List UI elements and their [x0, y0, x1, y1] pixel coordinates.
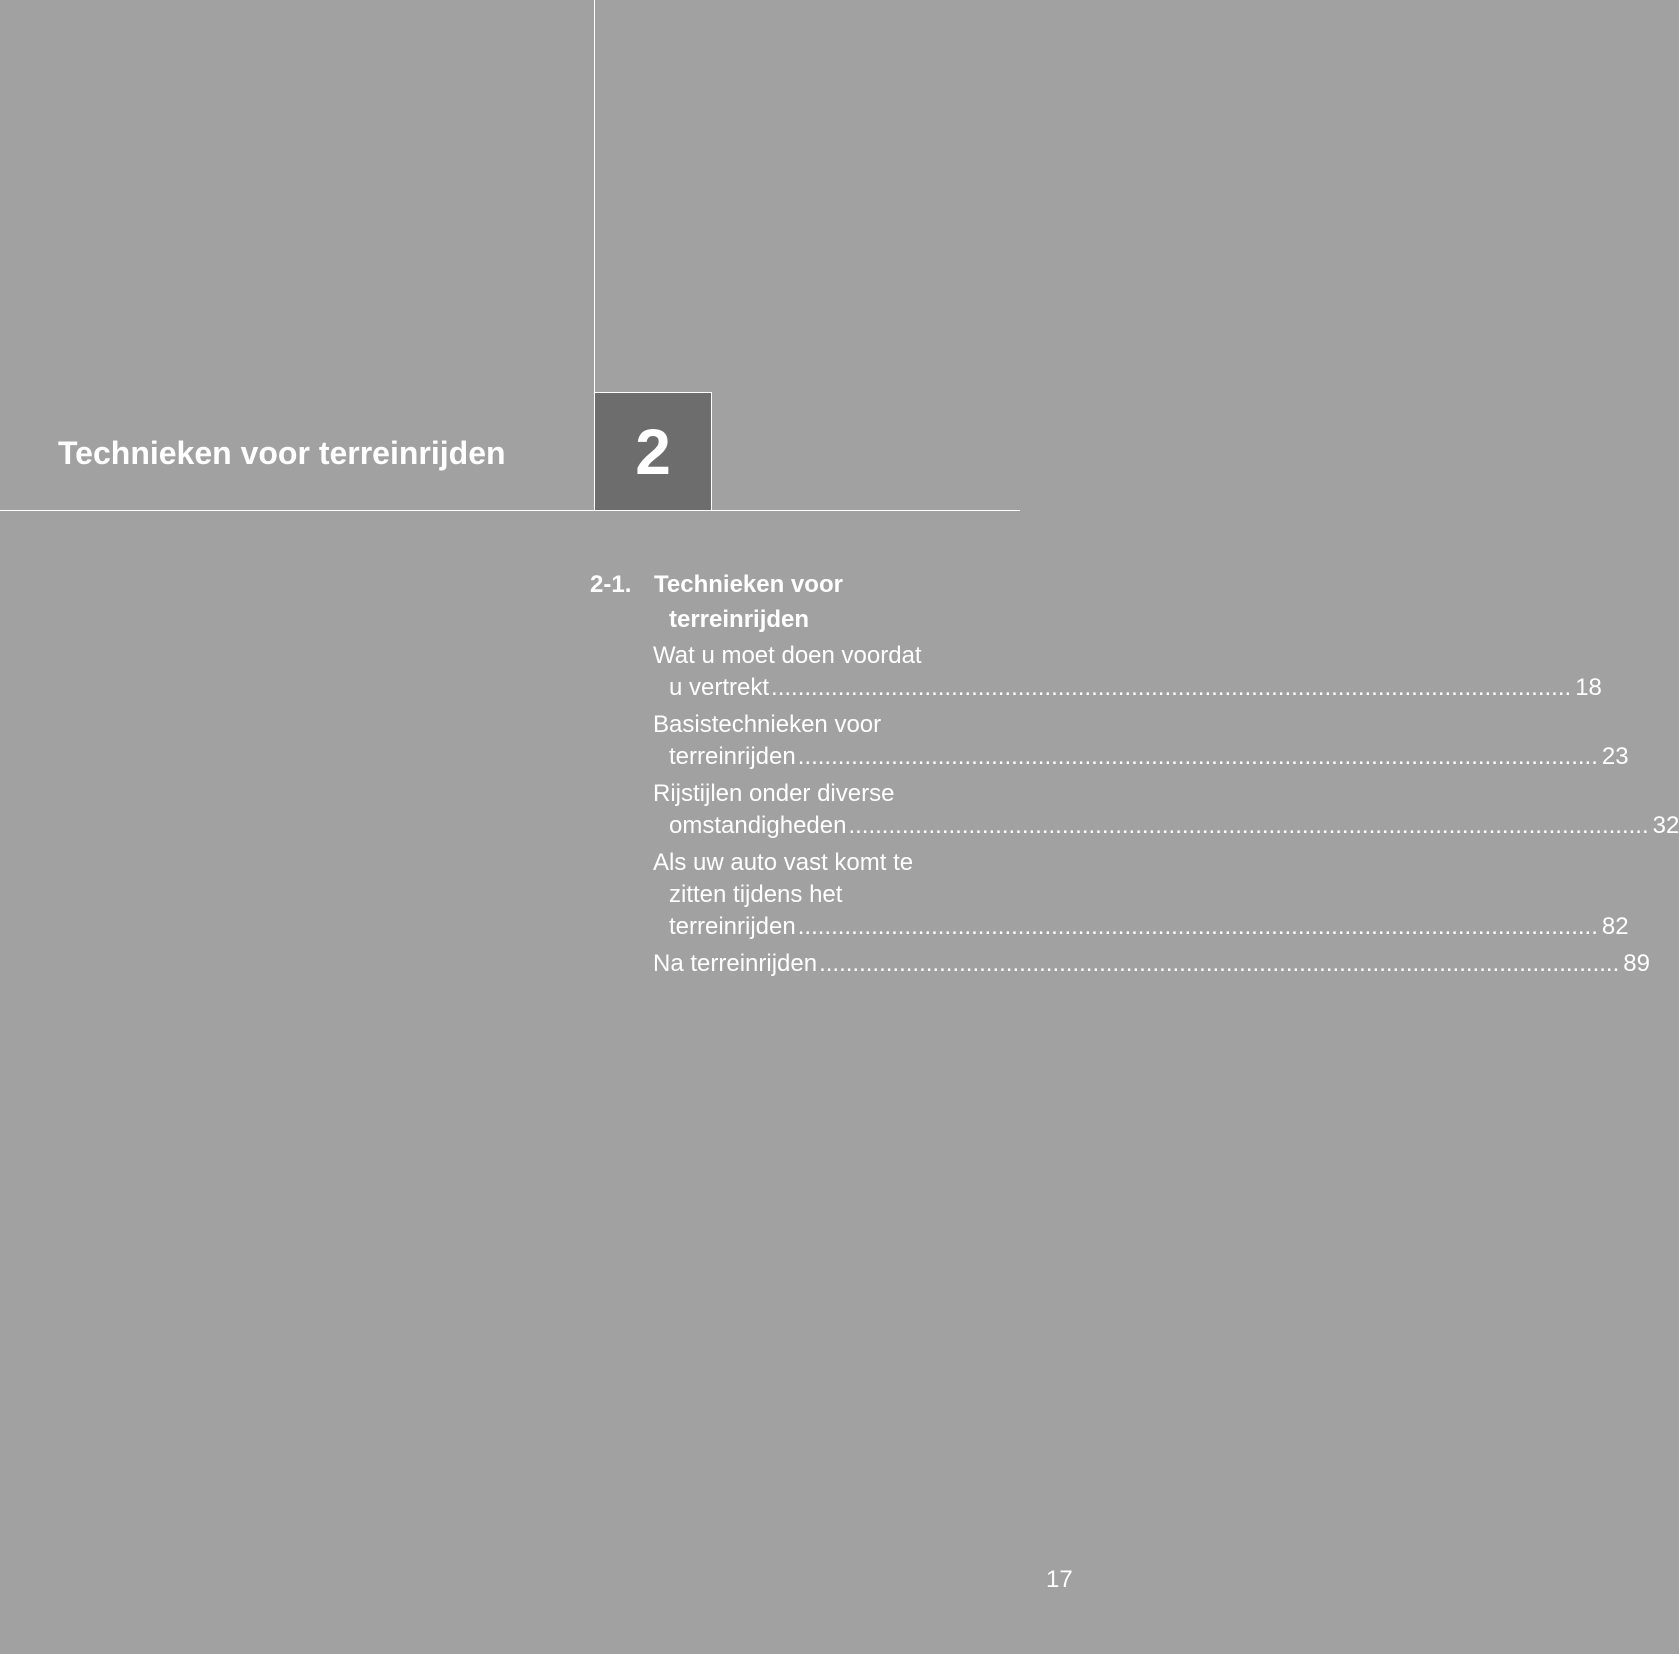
chapter-number: 2	[635, 415, 671, 488]
toc-entry-page: 32	[1652, 812, 1679, 839]
chapter-title: Technieken voor terreinrijden	[58, 435, 506, 471]
dot-leader: ........................................................................................................................	[848, 812, 1649, 839]
toc-entry-text: Als uw auto vast komt te	[653, 849, 914, 876]
toc-entry-text: Wat u moet doen voordat	[653, 642, 922, 669]
toc-entry-text: omstandigheden	[669, 812, 847, 839]
toc-entries	[653, 640, 1679, 985]
toc-entry-text: u vertrekt	[669, 674, 770, 701]
toc-entry[interactable]	[653, 847, 1629, 943]
toc-entry-text: Na terreinrijden	[653, 950, 818, 977]
page-number: 17	[1046, 1566, 1073, 1593]
toc-entry-text: terreinrijden	[669, 743, 796, 770]
toc-entry-page: 82	[1601, 913, 1629, 940]
section-title-line: terreinrijden	[669, 606, 810, 633]
toc-entry-row	[653, 741, 1629, 773]
dot-leader: ........................................................................................................................	[797, 913, 1598, 940]
toc-entry-text: zitten tijdens het	[669, 881, 843, 908]
toc-entry-text: Rijstijlen onder diverse	[653, 780, 895, 807]
section-number: 2-1.	[590, 571, 632, 598]
toc-entry[interactable]	[653, 948, 1650, 980]
dot-leader: ........................................................................................................................	[819, 950, 1620, 977]
toc-entry[interactable]	[653, 709, 1629, 773]
toc-entry-page: 23	[1601, 743, 1629, 770]
vertical-rule	[594, 0, 595, 394]
toc-entry[interactable]	[653, 778, 1679, 842]
toc-entry[interactable]	[653, 640, 1602, 704]
toc-entry-row	[653, 911, 1629, 943]
toc-entry-text: Basistechnieken voor	[653, 711, 882, 738]
toc-entry-row	[653, 672, 1602, 704]
dot-leader: ........................................................................................................................	[771, 674, 1572, 701]
toc-entry-row	[653, 810, 1679, 842]
toc-entry-row	[653, 948, 1650, 980]
toc-entry-text: terreinrijden	[669, 913, 796, 940]
horizontal-rule	[0, 510, 1020, 511]
section-title-line: Technieken voor	[654, 571, 843, 598]
chapter-number-box	[594, 392, 712, 510]
dot-leader: ........................................................................................................................	[797, 743, 1598, 770]
toc-entry-page: 18	[1575, 674, 1602, 701]
toc-entry-page: 89	[1623, 950, 1650, 977]
